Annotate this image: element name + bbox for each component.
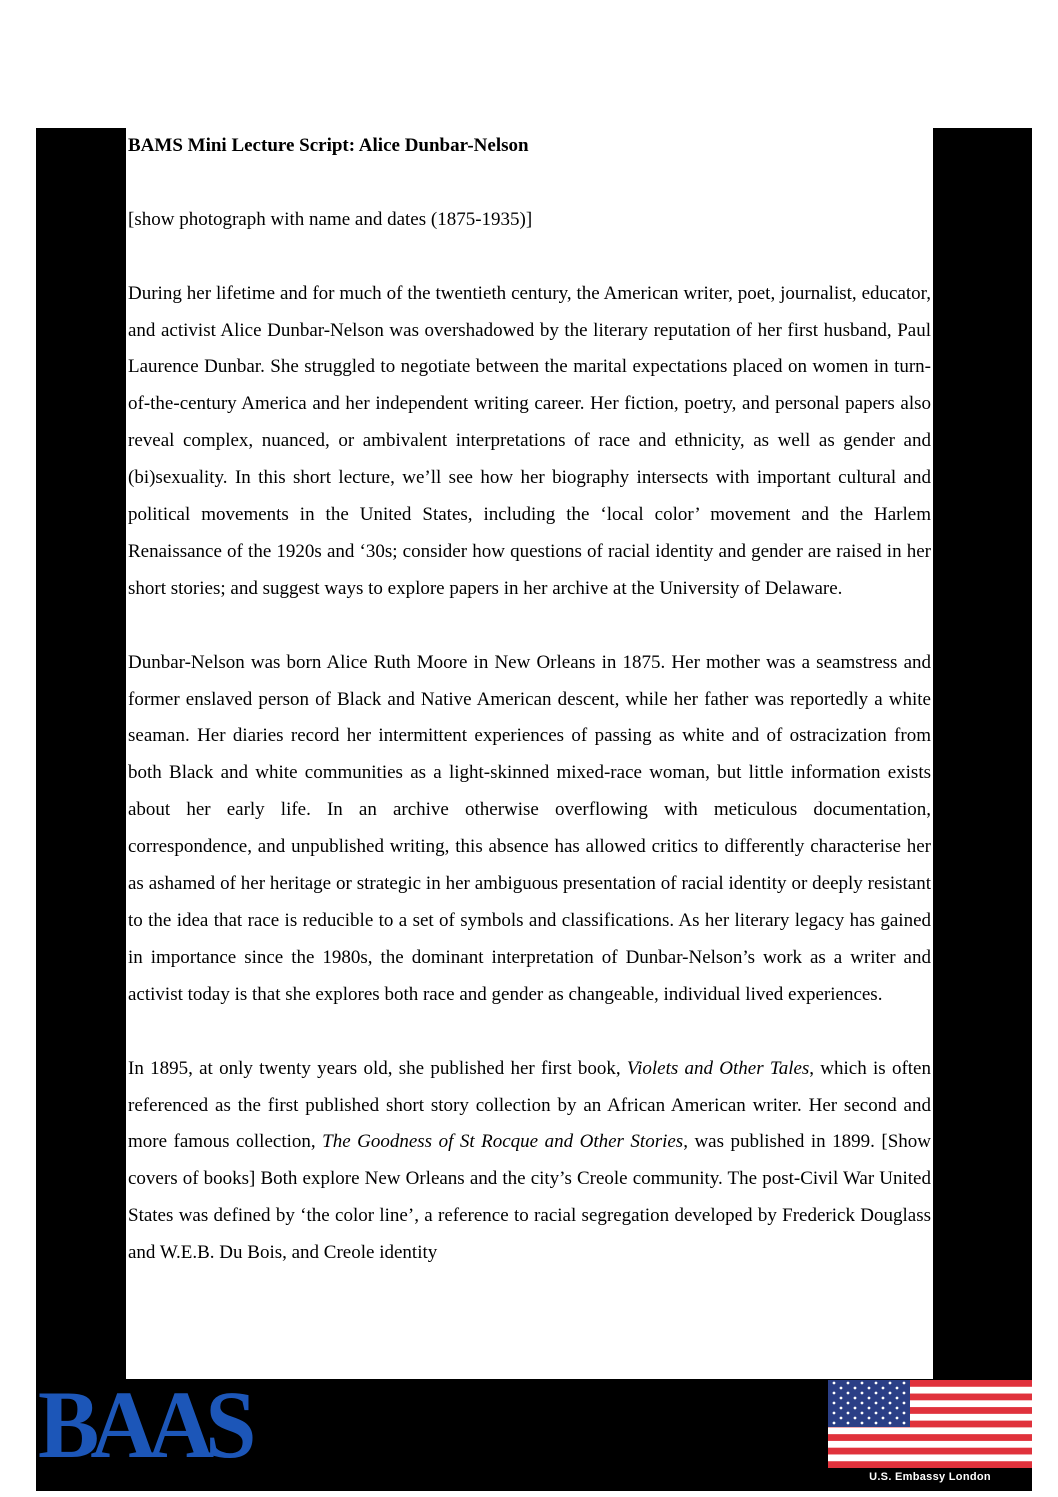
flag-star (833, 1382, 836, 1385)
flag-star (889, 1412, 892, 1415)
flag-star (868, 1417, 871, 1420)
paragraph-text: In 1895, at only twenty years old, she published her first book, (128, 1057, 627, 1079)
flag-star (903, 1382, 906, 1385)
stage-direction: [show photograph with name and dates (1875-1935)] (128, 208, 533, 230)
flag-star (833, 1392, 836, 1395)
flag-star (868, 1387, 871, 1390)
flag-star (875, 1392, 878, 1395)
flag-stripe (828, 1461, 1032, 1468)
flag-star (896, 1397, 899, 1400)
flag-star (875, 1382, 878, 1385)
flag-star (833, 1412, 836, 1415)
flag-star (861, 1392, 864, 1395)
flag-star (854, 1417, 857, 1420)
paragraph-publications (128, 1051, 931, 1272)
flag-star (889, 1392, 892, 1395)
flag-star (861, 1412, 864, 1415)
flag-star (854, 1407, 857, 1410)
black-border-left (36, 128, 126, 1491)
flag-star (882, 1397, 885, 1400)
flag-star (861, 1422, 864, 1425)
paragraph-text: , which is often referenced as the first published short story collection by an African American writer. Her second and more famous collection, (128, 1057, 931, 1153)
flag-star (868, 1397, 871, 1400)
flag-star (840, 1407, 843, 1410)
flag-stripe (828, 1448, 1032, 1455)
paragraph-biography-intro: During her lifetime and for much of the twentieth century, the American writer, poet, journalist, educator, and activist Alice Dunbar-Nelson was overshadowed by the literary reputation of her first husband, Paul Laurence Dunbar. She struggled to negotiate between the marital expectations placed on women in turn-of-the-century America and her independent writing career. Her fiction, poetry, and personal papers also reveal complex, nuanced, or ambivalent interpretations of race and ethnicity, as well as gender and (bi)sexuality. In this short lecture, we’ll see how her biography intersects with important cultural and political movements in the United States, including the ‘local color’ movement and the Harlem Renaissance of the 1920s and ‘30s; consider how questions of racial identity and gender are raised in her short stories; and suggest ways to explore papers in her archive at the University of Delaware. (128, 282, 931, 599)
flag-star (875, 1402, 878, 1405)
flag-star (889, 1382, 892, 1385)
flag-star (875, 1422, 878, 1425)
flag-star (840, 1397, 843, 1400)
flag-star (882, 1417, 885, 1420)
flag-star (903, 1412, 906, 1415)
baas-logo: BAAS (38, 1370, 248, 1478)
document-heading: BAMS Mini Lecture Script: Alice Dunbar-Nelson (128, 135, 529, 156)
flag-star (903, 1402, 906, 1405)
book-title: Violets and Other Tales (626, 1057, 810, 1079)
flag-star (903, 1392, 906, 1395)
book-title: The Goodness of St Rocque and Other Stories (322, 1131, 684, 1153)
flag-star (903, 1422, 906, 1425)
flag-star (861, 1402, 864, 1405)
flag-star (875, 1412, 878, 1415)
document-body (128, 128, 931, 1309)
flag-star (854, 1397, 857, 1400)
flag-star (882, 1407, 885, 1410)
us-flag-icon (828, 1380, 1032, 1468)
flag-star (833, 1422, 836, 1425)
flag-star (861, 1382, 864, 1385)
flag-star (889, 1422, 892, 1425)
paragraph-text: , was published in 1899. [Show covers of books] Both explore New Orleans and the city’s Creole community. The post-Civil War United States was defined by ‘the color line’, a reference to racial segregation developed by Frederick Douglass and W.E.B. Du Bois, and Creole identity (128, 1131, 932, 1264)
flag-star (868, 1407, 871, 1410)
flag-star (896, 1407, 899, 1410)
embassy-label: U.S. Embassy London (869, 1471, 991, 1483)
flag-star (896, 1417, 899, 1420)
flag-star (896, 1387, 899, 1390)
flag-star (833, 1402, 836, 1405)
flag-star (889, 1402, 892, 1405)
flag-star (847, 1422, 850, 1425)
flag-star (847, 1392, 850, 1395)
flag-star (840, 1417, 843, 1420)
black-border-right (933, 128, 1032, 1381)
flag-star (854, 1387, 857, 1390)
flag-stripe (828, 1434, 1032, 1441)
flag-star (840, 1387, 843, 1390)
flag-star (847, 1412, 850, 1415)
flag-star (882, 1387, 885, 1390)
flag-star (847, 1382, 850, 1385)
flag-star (847, 1402, 850, 1405)
paragraph-early-life: Dunbar-Nelson was born Alice Ruth Moore in New Orleans in 1875. Her mother was a seamstress and former enslaved person of Black and Native American descent, while her father was reportedly a white seaman. Her diaries record her intermittent experiences of passing as white and of ostracization from both Black and white communities as a light-skinned mixed-race woman, but little information exists about her early life. In an archive otherwise overflowing with meticulous documentation, correspondence, and unpublished writing, this absence has allowed critics to differently characterise her as ashamed of her heritage or strategic in her ambiguous presentation of racial identity or deeply resistant to the idea that race is reducible to a set of symbols and classifications. As her literary legacy has gained in importance since the 1980s, the dominant interpretation of Dunbar-Nelson’s work as a writer and activist today is that she explores both race and gender as changeable, individual lived experiences. (128, 651, 931, 1005)
